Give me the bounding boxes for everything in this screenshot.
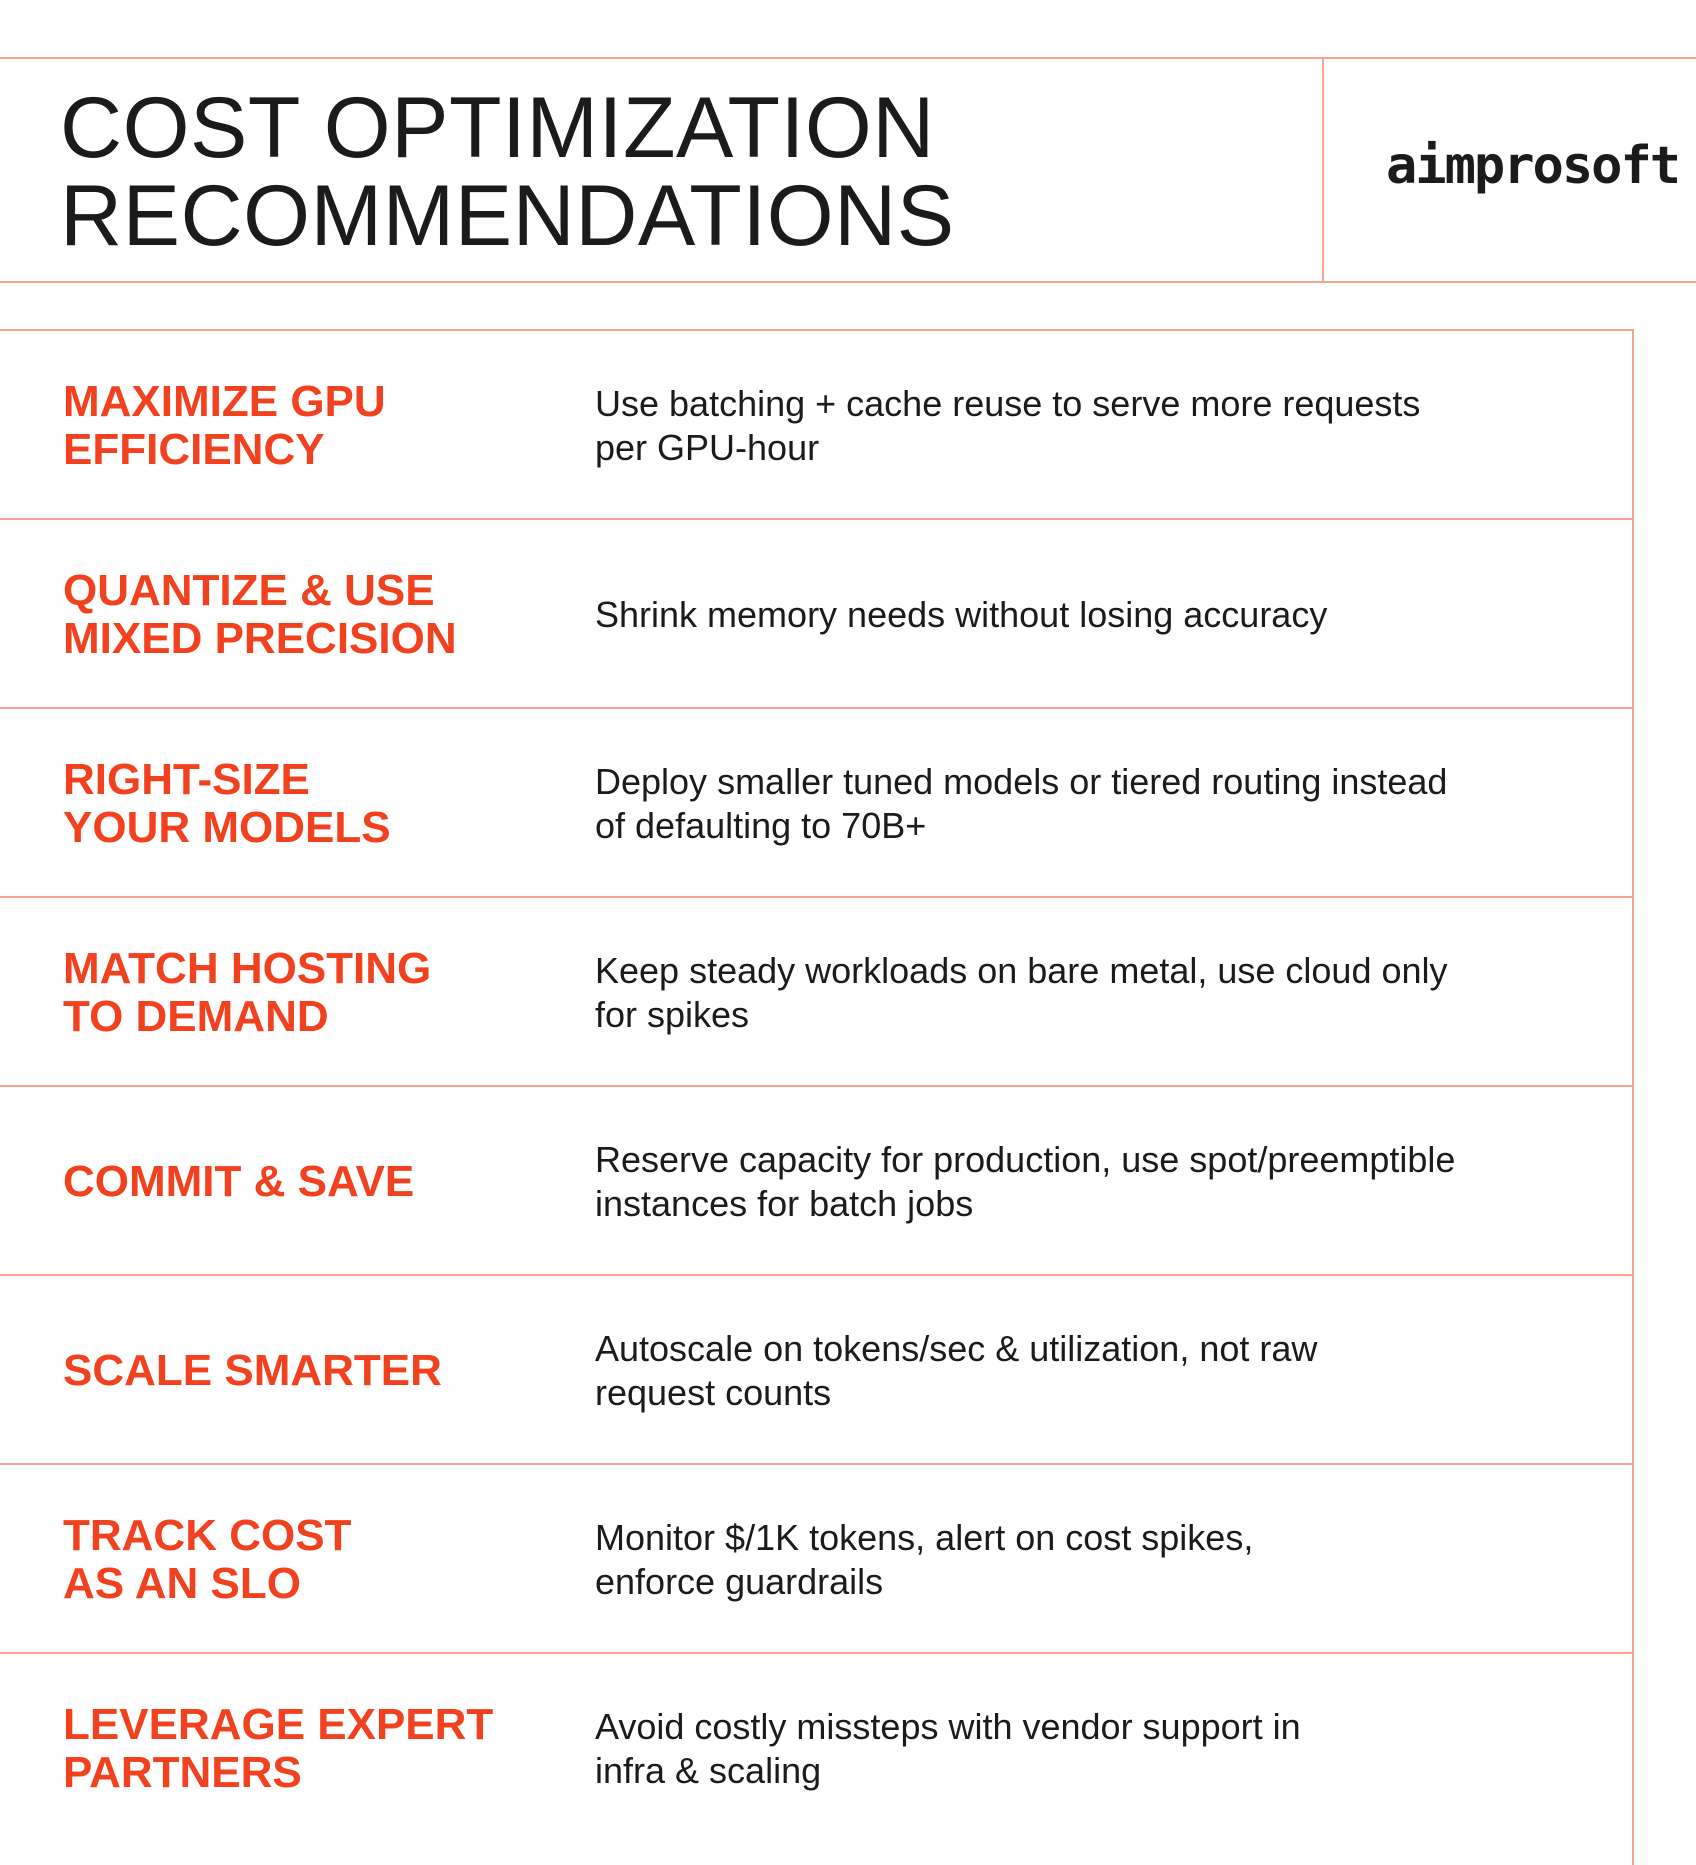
page-title-line-1: COST OPTIMIZATION (60, 80, 935, 176)
recommendation-description (595, 382, 1525, 470)
recommendation-description-line: Deploy smaller tuned models or tiered routing instead (595, 760, 1448, 802)
recommendation-title-line: YOUR MODELS (63, 802, 391, 852)
recommendation-title-line: MAXIMIZE GPU (63, 376, 386, 426)
recommendation-title-line: QUANTIZE & USE (63, 565, 435, 615)
recommendation-description-line: Keep steady workloads on bare metal, use cloud only (595, 949, 1448, 991)
recommendation-title-line: RIGHT-SIZE (63, 754, 310, 804)
recommendation-description (595, 1705, 1525, 1793)
header-bottom-divider (0, 281, 1696, 283)
recommendation-title-line: MATCH HOSTING (63, 943, 432, 993)
recommendation-description-line: infra & scaling (595, 1749, 822, 1791)
recommendation-title-line: AS AN SLO (63, 1558, 301, 1608)
recommendation-title (63, 1701, 523, 1797)
recommendation-title-line: PARTNERS (63, 1747, 302, 1797)
recommendation-description-line: Autoscale on tokens/sec & utilization, not raw (595, 1327, 1318, 1369)
recommendation-description-line: Avoid costly missteps with vendor support in (595, 1705, 1301, 1747)
recommendation-description (595, 949, 1525, 1037)
recommendation-title-line: LEVERAGE EXPERT (63, 1699, 494, 1749)
recommendation-title-line: COMMIT & SAVE (63, 1156, 415, 1206)
recommendation-title (63, 1158, 523, 1206)
recommendation-title-line: TRACK COST (63, 1510, 352, 1560)
list-item (0, 1276, 1632, 1465)
recommendation-title (63, 945, 523, 1041)
recommendation-description (595, 760, 1525, 848)
recommendation-title (63, 756, 523, 852)
list-item (0, 709, 1632, 898)
list-item (0, 1087, 1632, 1276)
page-title (60, 80, 955, 264)
recommendation-title (63, 1512, 523, 1608)
recommendation-title-line: SCALE SMARTER (63, 1345, 442, 1395)
recommendation-description-line: per GPU-hour (595, 426, 820, 468)
header-logo-divider (1322, 57, 1324, 283)
recommendation-description (595, 593, 1525, 637)
recommendation-description-line: request counts (595, 1371, 832, 1413)
recommendation-description (595, 1327, 1525, 1415)
recommendation-description-line: instances for batch jobs (595, 1182, 974, 1224)
list-item (0, 1465, 1632, 1654)
header-top-divider (0, 57, 1696, 59)
recommendation-title (63, 567, 523, 663)
list-item (0, 1654, 1632, 1843)
recommendation-title (63, 1347, 523, 1395)
recommendation-title-line: MIXED PRECISION (63, 613, 457, 663)
aimprosoft-logo: aimprosoft (1386, 136, 1680, 196)
recommendation-description-line: enforce guardrails (595, 1560, 884, 1602)
recommendation-description-line: Use batching + cache reuse to serve more requests (595, 382, 1421, 424)
recommendation-title-line: EFFICIENCY (63, 424, 325, 474)
list-item (0, 520, 1632, 709)
page-title-line-2: RECOMMENDATIONS (60, 168, 955, 264)
recommendation-title (63, 378, 523, 474)
recommendation-description-line: for spikes (595, 993, 750, 1035)
recommendation-description (595, 1516, 1525, 1604)
recommendation-title-line: TO DEMAND (63, 991, 329, 1041)
recommendation-description-line: Reserve capacity for production, use spot/preemptible (595, 1138, 1456, 1180)
table-right-border (1632, 329, 1634, 1865)
list-item (0, 898, 1632, 1087)
recommendation-description-line: Shrink memory needs without losing accuracy (595, 593, 1328, 635)
recommendation-description (595, 1138, 1525, 1226)
recommendation-description-line: Monitor $/1K tokens, alert on cost spikes, (595, 1516, 1254, 1558)
list-item (0, 331, 1632, 520)
recommendation-description-line: of defaulting to 70B+ (595, 804, 927, 846)
